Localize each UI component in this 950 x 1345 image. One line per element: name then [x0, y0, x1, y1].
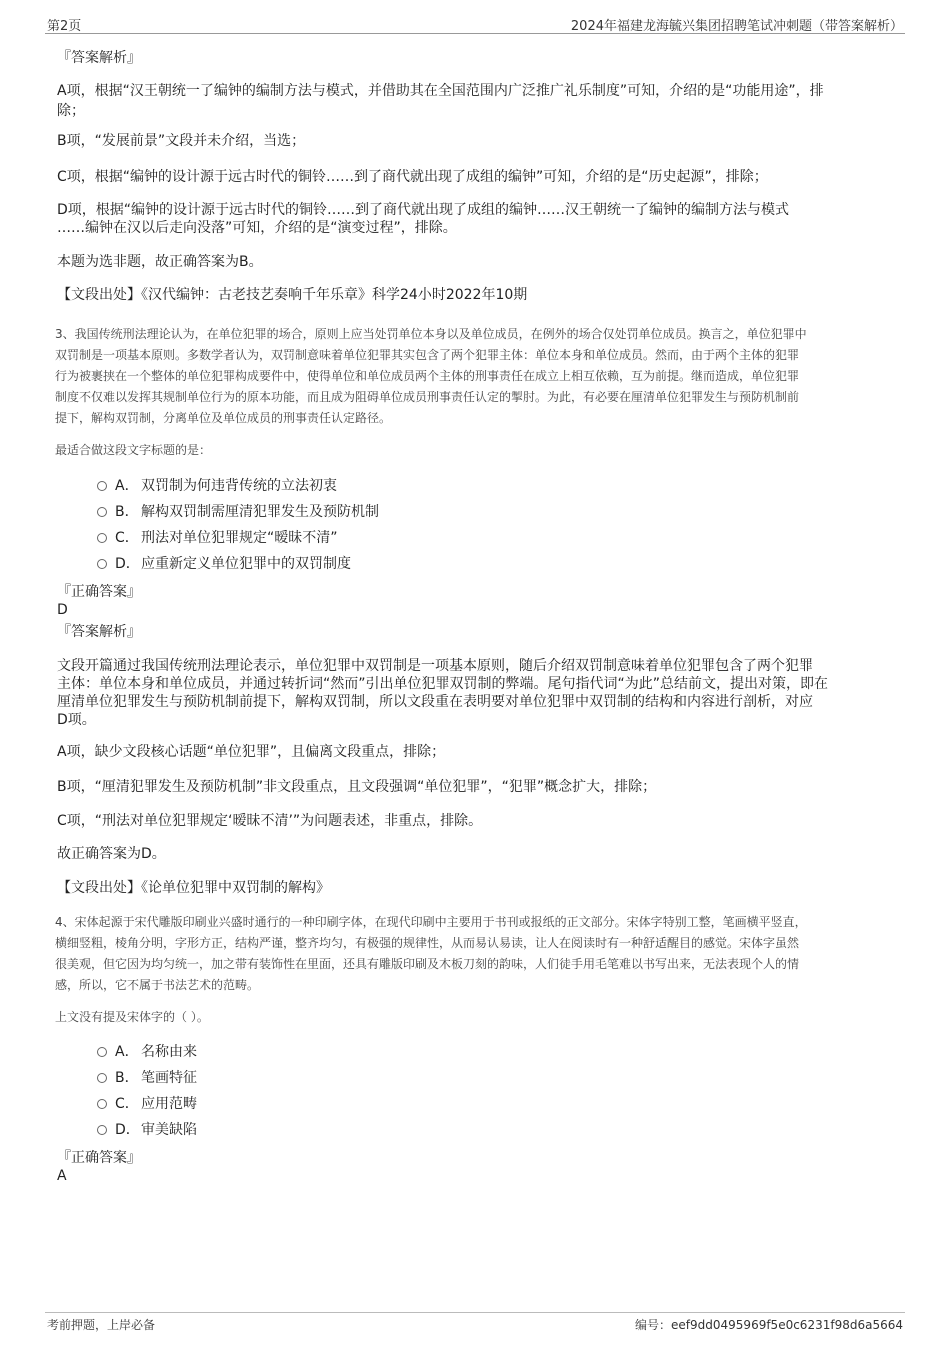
- q4-option-d[interactable]: D．审美缺陷: [97, 1120, 197, 1140]
- q2-analysis-a-cont: 除；: [57, 103, 85, 119]
- q3-conclusion: 故正确答案为D。: [57, 846, 166, 862]
- q4-stem-line: 很美观，但它因为均匀统一，加之带有装饰性在里面，还具有雕版印刷及木板刀刻的韵味，人们徒手用毛笔难以书写出来，无法表现个人的情: [55, 957, 800, 971]
- q2-analysis-c: C项，根据“编钟的设计源于远古时代的铜铃……到了商代就出现了成组的编钟”可知，介绍的是“历史起源”，排除；: [57, 169, 768, 185]
- document-title: 2024年福建龙海毓兴集团招聘笔试冲刺题（带答案解析）: [570, 19, 903, 34]
- q3-analysis-c: C项，“刑法对单位犯罪规定‘暧昧不清’”为问题表述，非重点，排除。: [57, 813, 483, 829]
- page-number: 第2页: [47, 19, 82, 34]
- q3-prompt: 最适合做这段文字标题的是：: [55, 443, 212, 457]
- q3-analysis-a: A项，缺少文段核心话题“单位犯罪”，且偏离文段重点，排除；: [57, 744, 446, 760]
- q4-option-a[interactable]: A． 名称由来: [97, 1042, 197, 1062]
- q3-analysis-b: B项，“厘清犯罪发生及预防机制”非文段重点，且文段强调“单位犯罪”，“犯罪”概念扩大，排除；: [57, 779, 657, 795]
- page-header: [45, 15, 905, 34]
- q3-stem-line: 行为被裹挟在一个整体的单位犯罪构成要件中，使得单位和单位成员两个主体的刑事责任在成立上相互依赖，互为前提。继而造成，单位犯罪: [55, 369, 800, 383]
- radio-icon[interactable]: [97, 533, 107, 543]
- q3-stem-line: 3、我国传统刑法理论认为，在单位犯罪的场合，原则上应当处罚单位本身以及单位成员，在例外的场合仅处罚单位成员。换言之，单位犯罪中: [55, 327, 807, 341]
- radio-icon[interactable]: [97, 507, 107, 517]
- q3-answer: D: [57, 602, 68, 618]
- document-id: 编号：eef9dd0495969f5e0c6231f98d6a5664: [635, 1318, 903, 1332]
- q3-option-d[interactable]: D．应重新定义单位犯罪中的双罚制度: [97, 554, 351, 574]
- q4-prompt: 上文没有提及宋体字的（ ）。: [55, 1010, 209, 1024]
- q2-analysis-a: A项，根据“汉王朝统一了编钟的编制方法与模式，并借助其在全国范围内广泛推广礼乐制度”可知，介绍的是“功能用途”，排: [57, 83, 824, 99]
- q2-analysis-d-cont: ……编钟在汉以后走向没落”可知，介绍的是“演变过程”，排除。: [57, 220, 457, 236]
- q3-option-a[interactable]: A． 双罚制为何违背传统的立法初衷: [97, 476, 337, 496]
- q3-stem-line: 制度不仅难以发挥其规制单位行为的原本功能，而且成为阻碍单位成员刑事责任认定的掣肘。为此，有必要在厘清单位犯罪发生与预防机制前: [55, 390, 800, 404]
- page-footer: [45, 1312, 905, 1333]
- q3-analysis-line: 厘清单位犯罪发生与预防机制前提下，解构双罚制，所以文段重在表明要对单位犯罪中双罚制的结构和内容进行剖析，对应: [57, 694, 813, 710]
- q3-answer-label: 『正确答案』: [57, 584, 141, 600]
- q4-answer: A: [57, 1168, 67, 1184]
- q4-stem-line: 感，所以，它不属于书法艺术的范畴。: [55, 978, 260, 992]
- radio-icon[interactable]: [97, 559, 107, 569]
- radio-icon[interactable]: [97, 1073, 107, 1083]
- q2-source: 【文段出处】《汉代编钟：古老技艺奏响千年乐章》科学24小时2022年10期: [57, 287, 528, 303]
- q2-analysis-label: 『答案解析』: [57, 50, 141, 66]
- q3-analysis-line: D项。: [57, 712, 96, 728]
- q4-option-b[interactable]: B． 笔画特征: [97, 1068, 197, 1088]
- q3-analysis-line: 主体：单位本身和单位成员，并通过转折词“然而”引出单位犯罪双罚制的弊端。尾句指代词“为此”总结前文，提出对策，即在: [57, 676, 829, 692]
- q3-analysis-line: 文段开篇通过我国传统刑法理论表示，单位犯罪中双罚制是一项基本原则，随后介绍双罚制意味着单位犯罪包含了两个犯罪: [57, 658, 813, 674]
- q4-stem-line: 4、宋体起源于宋代雕版印刷业兴盛时通行的一种印刷字体，在现代印刷中主要用于书刊或报纸的正文部分。宋体字特别工整，笔画横平竖直，: [55, 915, 807, 929]
- q3-option-c[interactable]: C． 刑法对单位犯罪规定“暧昧不清”: [97, 528, 338, 548]
- q4-answer-label: 『正确答案』: [57, 1150, 141, 1166]
- q2-analysis-b: B项，“发展前景”文段并未介绍，当选；: [57, 133, 306, 149]
- q3-analysis-label: 『答案解析』: [57, 624, 141, 640]
- radio-icon[interactable]: [97, 1099, 107, 1109]
- footer-slogan: 考前押题，上岸必备: [47, 1318, 156, 1332]
- q2-conclusion: 本题为选非题，故正确答案为B。: [57, 254, 263, 270]
- radio-icon[interactable]: [97, 481, 107, 491]
- radio-icon[interactable]: [97, 1047, 107, 1057]
- q3-option-b[interactable]: B． 解构双罚制需厘清犯罪发生及预防机制: [97, 502, 379, 522]
- q4-stem-line: 横细竖粗，棱角分明，字形方正，结构严谨，整齐均匀，有极强的规律性，从而易认易读，让人在阅读时有一种舒适醒目的感觉。宋体字虽然: [55, 936, 800, 950]
- q2-analysis-d: D项，根据“编钟的设计源于远古时代的铜铃……到了商代就出现了成组的编钟……汉王朝统一了编钟的编制方法与模式: [57, 202, 790, 218]
- q3-stem-line: 提下，解构双罚制，分离单位及单位成员的刑事责任认定路径。: [55, 411, 392, 425]
- radio-icon[interactable]: [97, 1125, 107, 1135]
- q4-option-c[interactable]: C． 应用范畴: [97, 1094, 197, 1114]
- q3-stem-line: 双罚制是一项基本原则。多数学者认为，双罚制意味着单位犯罪其实包含了两个犯罪主体：单位本身和单位成员。然而，由于两个主体的犯罪: [55, 348, 800, 362]
- q3-source: 【文段出处】《论单位犯罪中双罚制的解构》: [57, 880, 330, 896]
